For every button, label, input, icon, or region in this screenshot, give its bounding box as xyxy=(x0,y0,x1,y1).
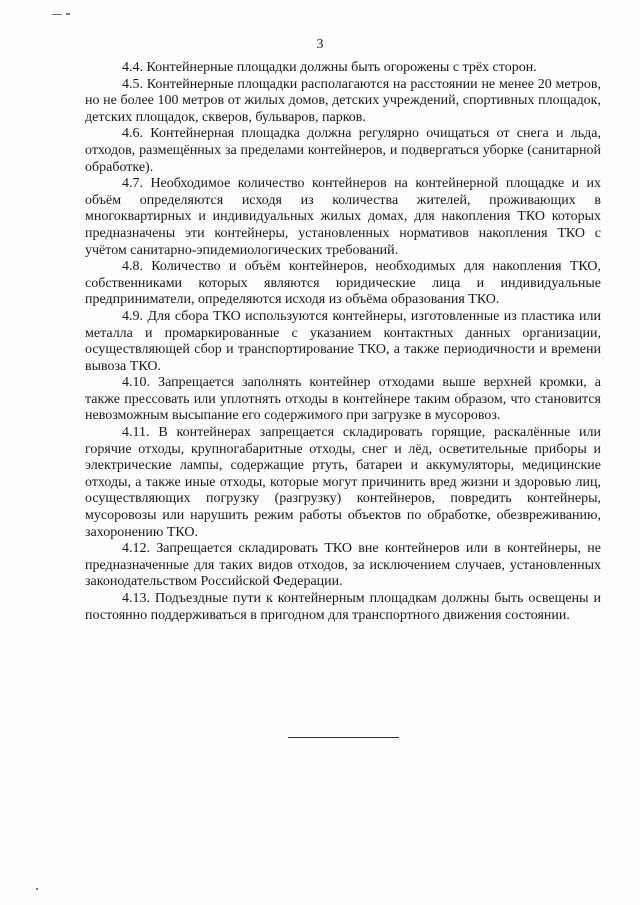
paragraph-4-10: 4.10. Запрещается заполнять контейнер отходами выше верхней кромки, а также прессовать или уплотнять отходы в контейнере таким образом, что становится невозможным высыпание его содержимого при загрузке в мусоровоз. xyxy=(85,375,601,424)
paragraph-4-6: 4.6. Контейнерная площадка должна регулярно очищаться от снега и льда, отходов, размещённых за пределами контейнеров, и подвергаться уборке (санитарной обработке). xyxy=(85,126,601,175)
paragraph-4-12: 4.12. Запрещается складировать ТКО вне контейнеров или в контейнеры, не предназначенные для таких видов отходов, за исключением случаев, установленных законодательством Российской Федерации. xyxy=(85,541,601,590)
paragraph-4-5: 4.5. Контейнерные площадки располагаются на расстоянии не менее 20 метров, но не более 100 метров от жилых домов, детских учреждений, спортивных площадок, детских площадок, скверов, бульваров, парков. xyxy=(85,76,601,125)
page-number: 3 xyxy=(316,37,324,52)
paragraph-4-13: 4.13. Подъездные пути к контейнерным площадкам должны быть освещены и постоянно поддерживаться в пригодном для транспортного движения состоянии. xyxy=(85,591,601,623)
paragraph-4-11: 4.11. В контейнерах запрещается складировать горящие, раскалённые или горячие отходы, крупногабаритные отходы, снег и лёд, осветительные приборы и электрические лампы, содержащие ртуть, батареи и аккумуляторы, медицинские отходы, а также иные отходы, которые могут причинить вред жизни и здоровью лиц, осуществляющих погрузку (разгрузку) контейнеров, повредить контейнеры, мусоровозы или нарушить режим работы объектов по обработке, обезвреживанию, захоронению ТКО. xyxy=(85,425,601,540)
scan-artifact xyxy=(52,14,62,15)
scan-artifact xyxy=(36,888,38,890)
paragraph-4-9: 4.9. Для сбора ТКО используются контейнеры, изготовленные из пластика или металла и промаркированные с указанием контактных данных организации, осуществляющей сбор и транспортирование ТКО, а также периодичности и времени вывоза ТКО. xyxy=(85,308,601,374)
document-body xyxy=(85,60,601,624)
paragraph-4-4: 4.4. Контейнерные площадки должны быть огорожены с трёх сторон. xyxy=(122,60,537,75)
paragraph-4-7: 4.7. Необходимое количество контейнеров на контейнерной площадке и их объём определяются исходя из количества жителей, проживающих в многоквартирных и индивидуальных жилых домах, для накопления ТКО которых предназначены эти контейнеры, установленных нормативов накопления ТКО с учётом санитарно-эпидемиологических требований. xyxy=(85,176,601,258)
end-divider-line xyxy=(288,737,399,738)
paragraph-4-8: 4.8. Количество и объём контейнеров, необходимых для накопления ТКО, собственниками которых являются юридические лица и индивидуальные предприниматели, определяются исходя из объёма образования ТКО. xyxy=(85,259,601,308)
scan-artifact xyxy=(66,13,70,15)
